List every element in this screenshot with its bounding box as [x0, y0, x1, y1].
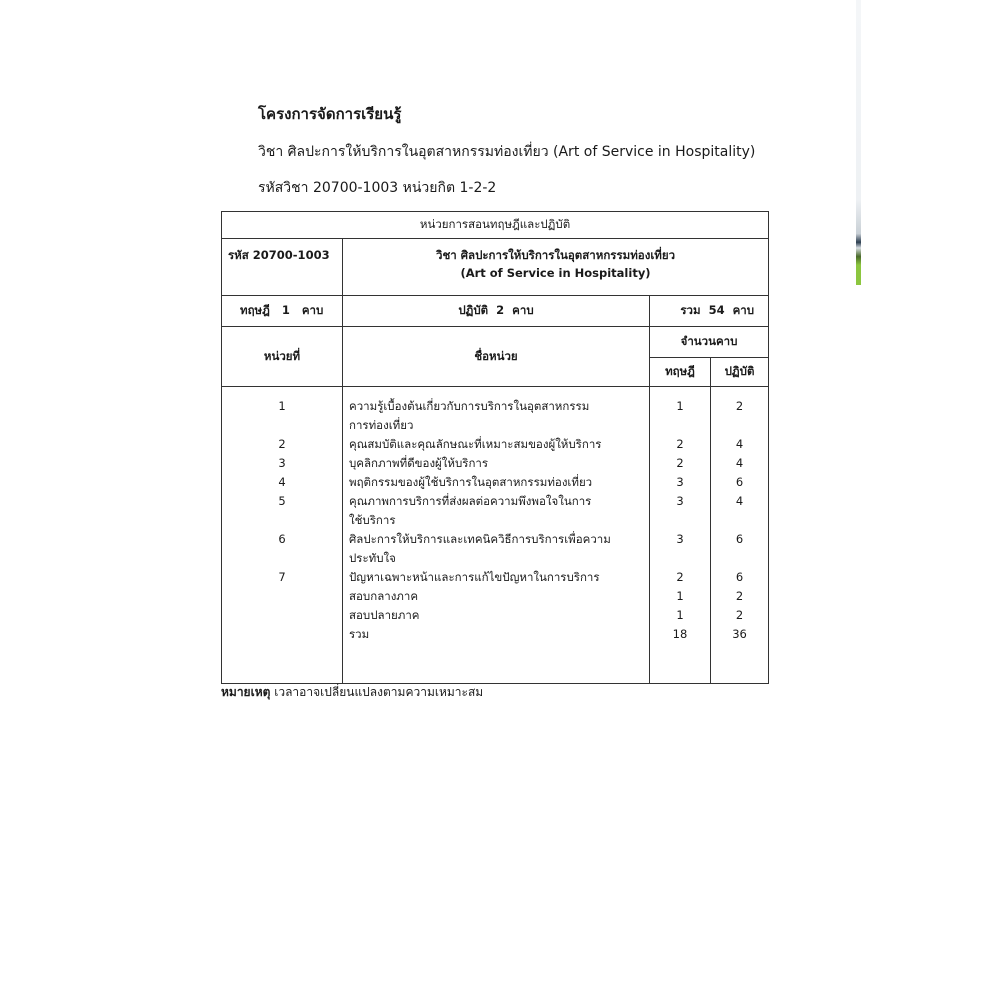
theory-periods: [650, 549, 710, 568]
hours-practice: ปฏิบัติ 2 คาบ: [343, 296, 650, 327]
practice-periods: 2: [735, 608, 744, 622]
practice-periods: 6: [735, 570, 744, 584]
unit-name-column: [343, 387, 650, 684]
theory-periods: 2: [676, 437, 684, 451]
subject-thai: วิชา ศิลปะการให้บริการในอุตสาหกรรมท่องเที่ยว: [436, 248, 676, 262]
unit-name: คุณภาพการบริการที่ส่งผลต่อความพึงพอใจในการ: [349, 494, 592, 508]
unit-name: สอบปลายภาค: [349, 608, 420, 622]
practice-column: [711, 387, 769, 684]
unit-number: [222, 606, 342, 625]
course-unit-table: [221, 211, 769, 684]
unit-number: 2: [278, 437, 286, 451]
unit-number: [222, 511, 342, 530]
footnote-label: หมายเหตุ: [221, 685, 271, 699]
unit-name: ประทับใจ: [349, 551, 396, 565]
col-header-name: ชื่อหน่วย: [343, 327, 650, 387]
col-header-theory: ทฤษฎี: [650, 358, 711, 387]
practice-periods: 4: [735, 494, 744, 508]
theory-periods: 18: [672, 627, 688, 641]
practice-periods: 2: [735, 399, 744, 413]
unit-name: คุณสมบัติและคุณลักษณะที่เหมาะสมของผู้ให้บริการ: [349, 437, 602, 451]
page-heading: โครงการจัดการเรียนรู้: [258, 105, 402, 123]
practice-periods: [711, 416, 768, 435]
page-edge-strip: [856, 0, 861, 285]
theory-periods: 1: [676, 399, 684, 413]
theory-periods: [650, 416, 710, 435]
unit-number: [222, 549, 342, 568]
unit-number: 3: [278, 456, 286, 470]
practice-periods: 4: [735, 437, 744, 451]
col-header-practice: ปฏิบัติ: [711, 358, 769, 387]
course-code-line: รหัสวิชา 20700-1003 หน่วยกิต 1-2-2: [258, 180, 497, 196]
course-subtitle: วิชา ศิลปะการให้บริการในอุตสาหกรรมท่องเที่ยว (Art of Service in Hospitality): [258, 144, 756, 160]
col-header-periods: จำนวนคาบ: [650, 327, 769, 358]
unit-name: ความรู้เบื้องต้นเกี่ยวกับการบริการในอุตสาหกรรม: [349, 399, 590, 413]
unit-number: [222, 416, 342, 435]
theory-periods: [650, 511, 710, 530]
unit-name: ศิลปะการให้บริการและเทคนิควิธีการบริการเพื่อความ: [349, 532, 611, 546]
theory-periods: 2: [676, 570, 684, 584]
unit-name: พฤติกรรมของผู้ใช้บริการในอุตสาหกรรมท่องเที่ยว: [349, 475, 593, 489]
col-header-unit: หน่วยที่: [222, 327, 343, 387]
unit-number: 1: [278, 399, 286, 413]
subject-english: (Art of Service in Hospitality): [460, 266, 651, 280]
practice-periods: 4: [735, 456, 744, 470]
practice-periods: 2: [735, 589, 744, 603]
unit-number: [222, 587, 342, 606]
unit-number: 6: [278, 532, 286, 546]
unit-number: 5: [278, 494, 286, 508]
theory-periods: 1: [676, 589, 684, 603]
theory-periods: 3: [676, 475, 684, 489]
theory-column: [650, 387, 711, 684]
theory-periods: 3: [676, 494, 684, 508]
course-code-cell: รหัส 20700-1003: [222, 239, 343, 296]
unit-number: [222, 625, 342, 644]
practice-periods: [711, 511, 768, 530]
unit-number: 4: [278, 475, 286, 489]
hours-total: รวม 54 คาบ: [650, 296, 769, 327]
unit-name: ปัญหาเฉพาะหน้าและการแก้ไขปัญหาในการบริการ: [349, 570, 600, 584]
theory-periods: 3: [676, 532, 684, 546]
unit-name: บุคลิกภาพที่ดีของผู้ให้บริการ: [349, 456, 489, 470]
unit-name: รวม: [349, 627, 370, 641]
practice-periods: 6: [735, 475, 744, 489]
practice-periods: [711, 549, 768, 568]
theory-periods: 1: [676, 608, 684, 622]
unit-name: การท่องเที่ยว: [349, 418, 414, 432]
unit-name: สอบกลางภาค: [349, 589, 419, 603]
practice-periods: 36: [732, 627, 747, 641]
unit-number-column: [222, 387, 343, 684]
footnote-text: เวลาอาจเปลี่ยนแปลงตามความเหมาะสม: [274, 685, 484, 699]
table-title: หน่วยการสอนทฤษฎีและปฏิบัติ: [222, 212, 769, 239]
practice-periods: 6: [735, 532, 744, 546]
unit-number: 7: [278, 570, 286, 584]
unit-name: ใช้บริการ: [349, 513, 396, 527]
hours-theory: ทฤษฎี 1 คาบ: [222, 296, 343, 327]
theory-periods: 2: [676, 456, 684, 470]
footnote: [221, 683, 483, 702]
course-subject-cell: [343, 239, 769, 296]
